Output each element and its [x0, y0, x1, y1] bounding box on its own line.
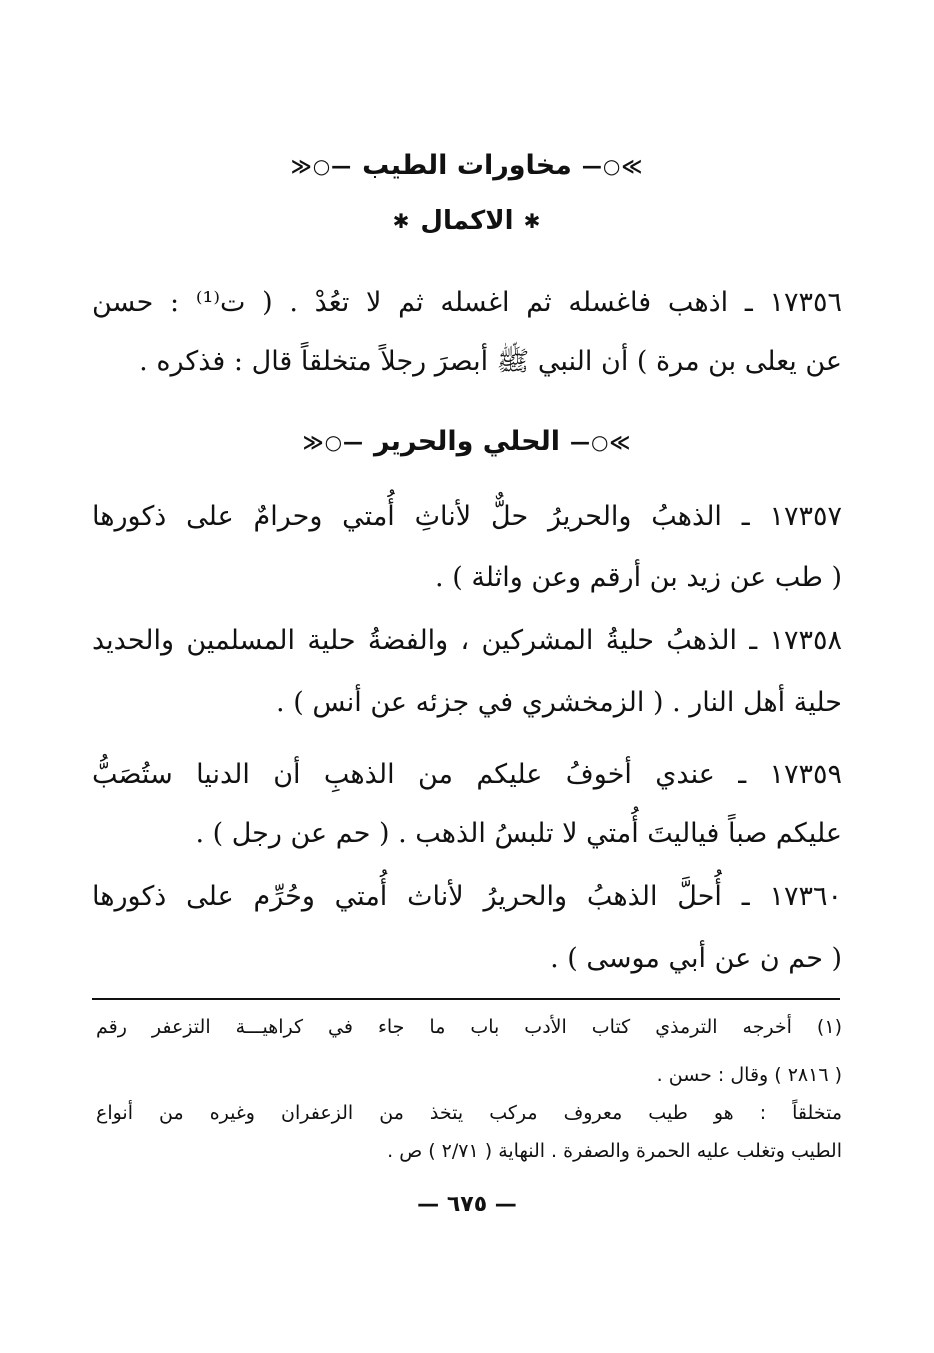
entry-line: عليكم صباً فياليتَ أُمتي لا تلبسُ الذهب . ( حم عن رجل ) .	[195, 818, 842, 849]
footnote-line: (١) أخرجه الترمذي كتاب الأدب باب ما جاء في كراهيـــة التزعفر رقم	[96, 1016, 842, 1038]
entry-line: ( حم ن عن أبي موسى ) .	[550, 943, 842, 974]
entry-line: ١٧٣٥٦ ـ اذهب فاغسله ثم اغسله ثم لا تعُدْ . ( ت⁽¹⁾ : حسن	[92, 287, 842, 318]
section-heading	[0, 150, 934, 181]
entry-line: ١٧٣٦٠ ـ أُحلَّ الذهبُ والحريرُ لأناث أُمتي وحُرِّم على ذكورها	[92, 881, 842, 912]
entry-line: ١٧٣٥٧ ـ الذهبُ والحريرُ حلٌّ لأناثِ أُمتي وحرامٌ على ذكورها	[92, 501, 842, 532]
section-title: مخاورات الطيب	[362, 150, 572, 181]
section-heading	[0, 426, 934, 457]
subsection-heading	[0, 206, 934, 236]
footnote-divider	[92, 998, 840, 1000]
entry-line: عن يعلى بن مرة ) أن النبي ﷺ أبصرَ رجلاً متخلقاً قال : فذكره .	[139, 346, 842, 377]
ornament-left: —○≪	[290, 153, 353, 178]
page-number: — ٦٧٥ —	[417, 1192, 517, 1217]
sub-ornament-right: ✱	[523, 209, 542, 233]
sub-ornament-left: ✱	[392, 209, 411, 233]
entry-line: حلية أهل النار . ( الزمخشري في جزئه عن أنس ) .	[276, 687, 842, 718]
ornament-right: ≫○—	[581, 153, 644, 178]
entry-line: ١٧٣٥٨ ـ الذهبُ حليةُ المشركين ، والفضةُ حلية المسلمين والحديد	[92, 625, 842, 656]
section-title: الحلي والحرير	[374, 426, 560, 457]
ornament-right: ≫○—	[569, 429, 632, 454]
footnote-line: الطيب وتغلب عليه الحمرة والصفرة . النهاية ( ٢/٧١ ) ص .	[387, 1140, 842, 1162]
ornament-left: —○≪	[302, 429, 365, 454]
footnote-line: متخلقاً : هو طيب معروف مركب يتخذ من الزعفران وغيره من أنواع	[96, 1102, 842, 1124]
footnote-line: ( ٢٨١٦ ) وقال : حسن .	[656, 1064, 842, 1086]
entry-line: ( طب عن زيد بن أرقم وعن واثلة ) .	[435, 562, 842, 593]
entry-line: ١٧٣٥٩ ـ عندي أخوفُ عليكم من الذهبِ أن الدنيا ستُصَبُّ	[92, 759, 842, 790]
subsection-title: الاكمال	[420, 206, 514, 236]
